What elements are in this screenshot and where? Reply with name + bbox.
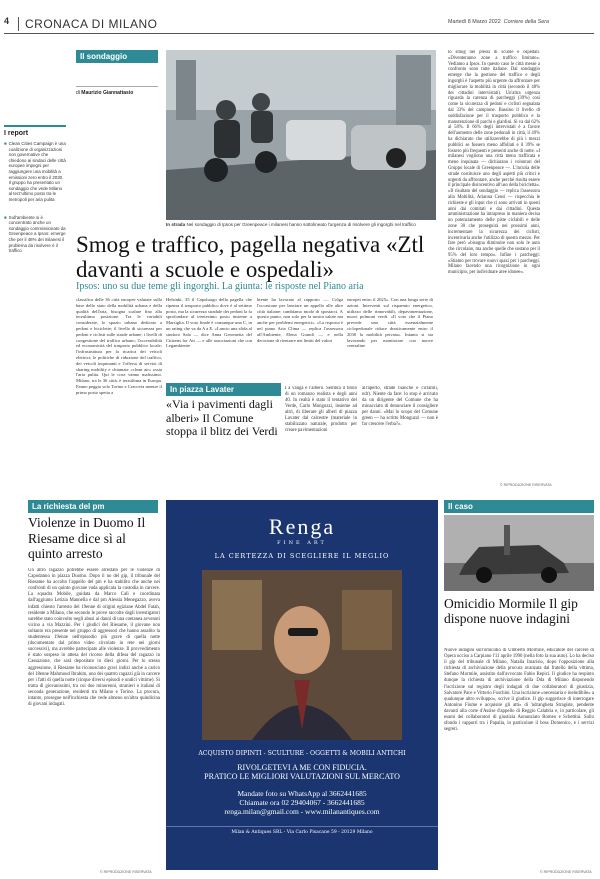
main-headline: Smog e traffico, pagella negativa «Ztl davanti a scuole e ospedali» bbox=[76, 232, 425, 282]
ad-line: PRATICO LE MIGLIORI VALUTAZIONI SUL MERCATO bbox=[204, 772, 400, 781]
section-tag: In piazza Lavater bbox=[166, 383, 281, 396]
car-photo bbox=[444, 515, 594, 591]
ad-line: RIVOLGETEVI A ME CON FIDUCIA. bbox=[237, 763, 367, 772]
header-rule bbox=[4, 33, 594, 34]
byline: di Maurizio Giannattasio bbox=[76, 86, 158, 96]
ad-brand-sub: FINE ART bbox=[277, 540, 327, 546]
sidebar-title: I report bbox=[4, 125, 66, 137]
header-date: Martedì 8 Marzo 2022 Corriere della Sera bbox=[448, 19, 549, 25]
article-text: lo smog nei pressi di scuole e ospedali. «Diventeranno zone a traffico limitato». Vediamo a Ipsos. In questo caso le città messe a confronto sono tutte italiane. Dal sondaggio emerge che la gestione del traffico e degli ingorghi è l'aspetto più urgente da affrontare per migliorare la mobilità in città (secondo il 48% dei cittadini intervistati). Un'altra urgenza riguarda la carenza di parcheggi (39%) così come la sicurezza di pedoni e ciclisti segnalata dal 33% del campione. Bassino il livello di soddisfazione per il trasporto pubblico e la manutenzione di parchi e giardini. Si va dal 62% al 58%. Il 66% degli intervistati è a favore dell'aumento delle zone pedonali in città, il 49% ha dichiarato che utilizzerebbe di più i mezzi pubblici se fossero meno affollati e il 39% se fossero più frequenti e presenti anche di notte. «I milanesi vogliono una città meno trafficata e meno inquinata — dichiarano i volontari del Gruppo locale di Greenpeace —. L'incuria delle strade costituisce uno degli aspetti più critici e urgenti da affrontare, anche perché risulta essere il principale disincentivo all'uso della bicicletta». «Il risultato del sondaggio — replica l'assessora alla Mobilità, Arianna Censi — rispecchia le richieste e gli input che ci sono arrivati in questi anni dai comitati e dai cittadini. Questa amministrazione ha intrapreso in maniera decisa un potenziamento delle piste ciclabili e delle zone 30 che proseguirà nei prossimi anni, incrementare la sicurezza dei ciclisti, incentivarla anche l'utilizzo di questo mezzo. Per fare però «bisogna diminuire non solo le auto che circolano, ma anche quelle che sostano per il 95% del loro tempo». Infine i parcheggi: «Stiamo per trovare nuovi spazi per i parcheggi. Milano facendo una ricognizione in ogni municipio, per individuare aree idonee». bbox=[448, 50, 540, 276]
ad-tagline: LA CERTEZZA DI SCEGLIERE IL MEGLIO bbox=[214, 552, 390, 560]
article-text: all'aperto, strade bianche e ciclabili, ndr). Niente da fare: lo stop è arrivato da un dirigente del Comune che ha minacciato di denunciare il consigliere per danni. «Mai lo scopo del Comune green — ha scritto Monguzzi — non è far crescere l'erba?». bbox=[362, 386, 438, 427]
sidebar-item: ■ Sull'ambiente si è concentrato anche un sondaggio commissionato da Greenpeace a Ipsos: emerge che per il 48% dei milanesi il problema da risolvere è il traffico bbox=[4, 214, 66, 254]
street-photo bbox=[166, 50, 436, 220]
sub-headline: Ipsos: uno su due teme gli ingorghi. La giunta: le risposte nel Piano aria bbox=[76, 281, 364, 292]
ad-line: ACQUISTO DIPINTI - SCULTURE - OGGETTI & MOBILI ANTICHI bbox=[198, 750, 406, 757]
report-sidebar bbox=[4, 125, 66, 375]
ad-portrait bbox=[202, 570, 402, 740]
copyright: © RIPRODUZIONE RISERVATA bbox=[100, 870, 152, 874]
page-number: 4 bbox=[4, 16, 10, 26]
section-title: CRONACA DI MILANO bbox=[18, 17, 158, 31]
section-tag: Il sondaggio bbox=[76, 50, 158, 63]
sidebar-item: ■ Clean Cities Campaign è una coalizione di organizzazioni non governative che chiedono ai sindaci delle città europee impegni per raggiungere una mobilità a emissioni zero entro il 2030. Il gruppo ha presentato un sondaggio che vede Milano al terz'ultimo posto tra le metropoli per aria pulita bbox=[4, 141, 66, 202]
copyright: © RIPRODUZIONE RISERVATA bbox=[540, 870, 592, 874]
section-tag: La richiesta del pm bbox=[28, 500, 158, 513]
article-text: I a vanga e l'albero. Sembra il titolo di un romanzo realista e degli anni 40. In realtà è stato il tentativo del Verde, Carlo Monguzzi, insieme ad altri, di liberare gli alberi di piazza Lavater dal calcestre (materiale in stabilizzato naturale, prodotto per creare pavimentazioni bbox=[285, 386, 357, 433]
article-text: Un altro ragazzo potrebbe essere arrestato per le violenze di Capodanno in piazza Duomo. Dopo il no del gip, il tribunale del Riesame ha accolto l'appello del pm e ha stabilito che anche nei confronti di un quinto giovane vada applicata la custodia in carcere. La squadra Mobile, guidata da Marco Calì e coordinata dall'aggiunto Letizia Mannella e dal pm Alessia Menegazzo, aveva infatti chiesto l'arresto del 19enne di origini egiziane Abdel Fatah, residente a Milano, che secondo le prove raccolte dagli investigatori sarebbe stato coinvolto negli abusi ai danni di una coetanea avvenuti vicino a via Mazzini. Per i giudici del Riesame, il giovane non soltanto era presente nel gruppo di aggressori che hanno assalito la studentessa 19enne nell'episodio più grave di quella notte (documentato dal primo video circolato in rete nei giorni successivi), ma avrebbe partecipato alle violenze. Il provvedimento è stato sospeso in attesa del ricorso della difesa del ragazzo in Cassazione, che sarà depositato in dieci giorni. Per lo stesso aggressione, il Riesame ha riconosciuto gravi indizi anche a carico del 18enne Mahmoud Ibrahim, uno dei quattro ragazzi già in carcere per i fatti di quella notte (cinque diversi episodi e undici vittime). Si tratta di giovanissimi, tra cui due minorenni, stranieri o italiani di seconda generazione, residenti tra Milano e Torino. La procura, intanto, prosegue nell'inchiesta che vede almeno un'altra quindicina di giovani indagati. bbox=[28, 568, 160, 708]
ad-footer: Milan & Antiques SRL - Via Carlo Pisacane 59 - 20129 Milano bbox=[166, 826, 438, 835]
photo-caption: In strada Nel sondaggio di Ipsos per Greenpeace i milanesi hanno sottolineato l'urgenza di risolvere gli ingorghi nel traffico bbox=[166, 222, 416, 227]
pm-headline: Violenze in Duomo Il Riesame dice sì al quinto arresto bbox=[28, 515, 146, 561]
section-tag: Il caso bbox=[444, 500, 594, 513]
lavater-headline: «Via i pavimenti dagli alberi» Il Comune stoppa il blitz dei Verdi bbox=[166, 397, 278, 438]
copyright: © RIPRODUZIONE RISERVATA bbox=[500, 483, 552, 487]
article-text: europei entro il 2025». Con una lunga serie di azioni. Interventi sul risparmio energetico, utilizzo delle rinnovabili, depavimentazione, nuovi polmoni verdi. «Il voto che il Piano prevede una città essenzialmente ciclopedonale riduce drasticamente entro il 2030 la mobilità privata». Intanto si sta lavorando per monitorare con nuove centraline bbox=[347, 297, 433, 349]
ad-line: Chiamate ora 02 29404067 - 3662441685 bbox=[239, 798, 365, 807]
ad-line: Mandate foto su WhatsApp al 3662441685 bbox=[237, 789, 367, 798]
article-text: biente ha lavorato al rapporto —. Colga l'occasione per lanciare un appello alle altre città italiane: cambiamo modo di spostarci. A questo punto, non solo per la nostra salute ma anche per problemi energetici». «La risposta è nel piano Aria Clima — replica l'assessora all'Ambiente, Elena Grandi — e nella decisione di rientrare nei limiti del valori bbox=[257, 297, 343, 343]
ad-line: renga.milan@gmail.com - www.milanantiques.com bbox=[224, 807, 380, 816]
article-text: Helsinki, 35 il Capoluogo della pagella che ripensa il trasporto pubblico dove è al settimo posto, ma la sicurezza stradale dei pedoni la fa sprofondare al trentesimo posto insieme a Marsiglia. Il voto finale è comunque una C, in un rating che va da A a E. «Lancio una sfida al sindaco Sala — dice Anna Gerometta del Citizens for Air — e alle associazioni che con Legambiente bbox=[166, 297, 252, 349]
ad-brand: Renga bbox=[268, 514, 336, 539]
advertisement bbox=[166, 500, 438, 870]
caso-headline: Omicidio Mormile Il gip dispone nuove indagini bbox=[444, 596, 578, 626]
article-text: classifica delle 36 città europee valutate sulla base dello stato della mobilità urbana e della qualità dell'aria, bisogna scalare fino alla terzultima posizione. Tra le variabili considerate, lo spazio urbano dedicato a pedoni e biciclette; il livello di sicurezza per pedoni e ciclisti sulle strade urbane; i livelli di congestione del traffico urbano; l'accessibilità ed economicità del trasporto pubblico locale; l'infrastruttura per la ricarica dei veicoli elettrici; le politiche di riduzione del traffico, dei veicoli inquinanti e l'offerta di servizi di sharing mobility e chiamate «clean air» ossia l'aria pulita. Qui le cose vanno malissimo. Milano, tra le 36 città, è terzultima in Europa. Fanno peggio solo Torino e Cracovia mentre il primo posto spetta a bbox=[76, 297, 162, 395]
article-text: Nuove indagini sull'omicidio di Umberto Mormile, educatore del carcere di Opera ucciso a Carpiano l'11 aprile 1990 (nella foto la sua auto). Lo ha deciso il gip del tribunale di Milano, Natalia Imarisio, dopo l'opposizione alla richiesta di archiviazione della procura avanzata dal fratello della vittima, Stefano Mormile, assistito dall'avvocato Fabio Repici. Il giudice ha respinto dunque la richiesta di archiviazione della Dda di Milano disponendo l'iscrizione sul registro degli indagati di due collaboratori di giustizia, Salvatore Pace e Vittorio Foschini. Una iscrizione «necessaria e ineludibile» a qualunque altro sviluppo», scrive il giudice. Il gip suggerisce di interrogare Antonino Fiume e acquisire gli atti» di 'ndrangheta Stragiste, pendente davanti alla corte d'Assise d'appello di Reggio Calabria e, in particolare, gli esami dei collaboratori di giustizia Annunziato Romeo e Schettini. Sullo sfondo i rapporti tra i Papalia, in particolare il boss Domenico, e i servizi segreti. bbox=[444, 648, 594, 733]
